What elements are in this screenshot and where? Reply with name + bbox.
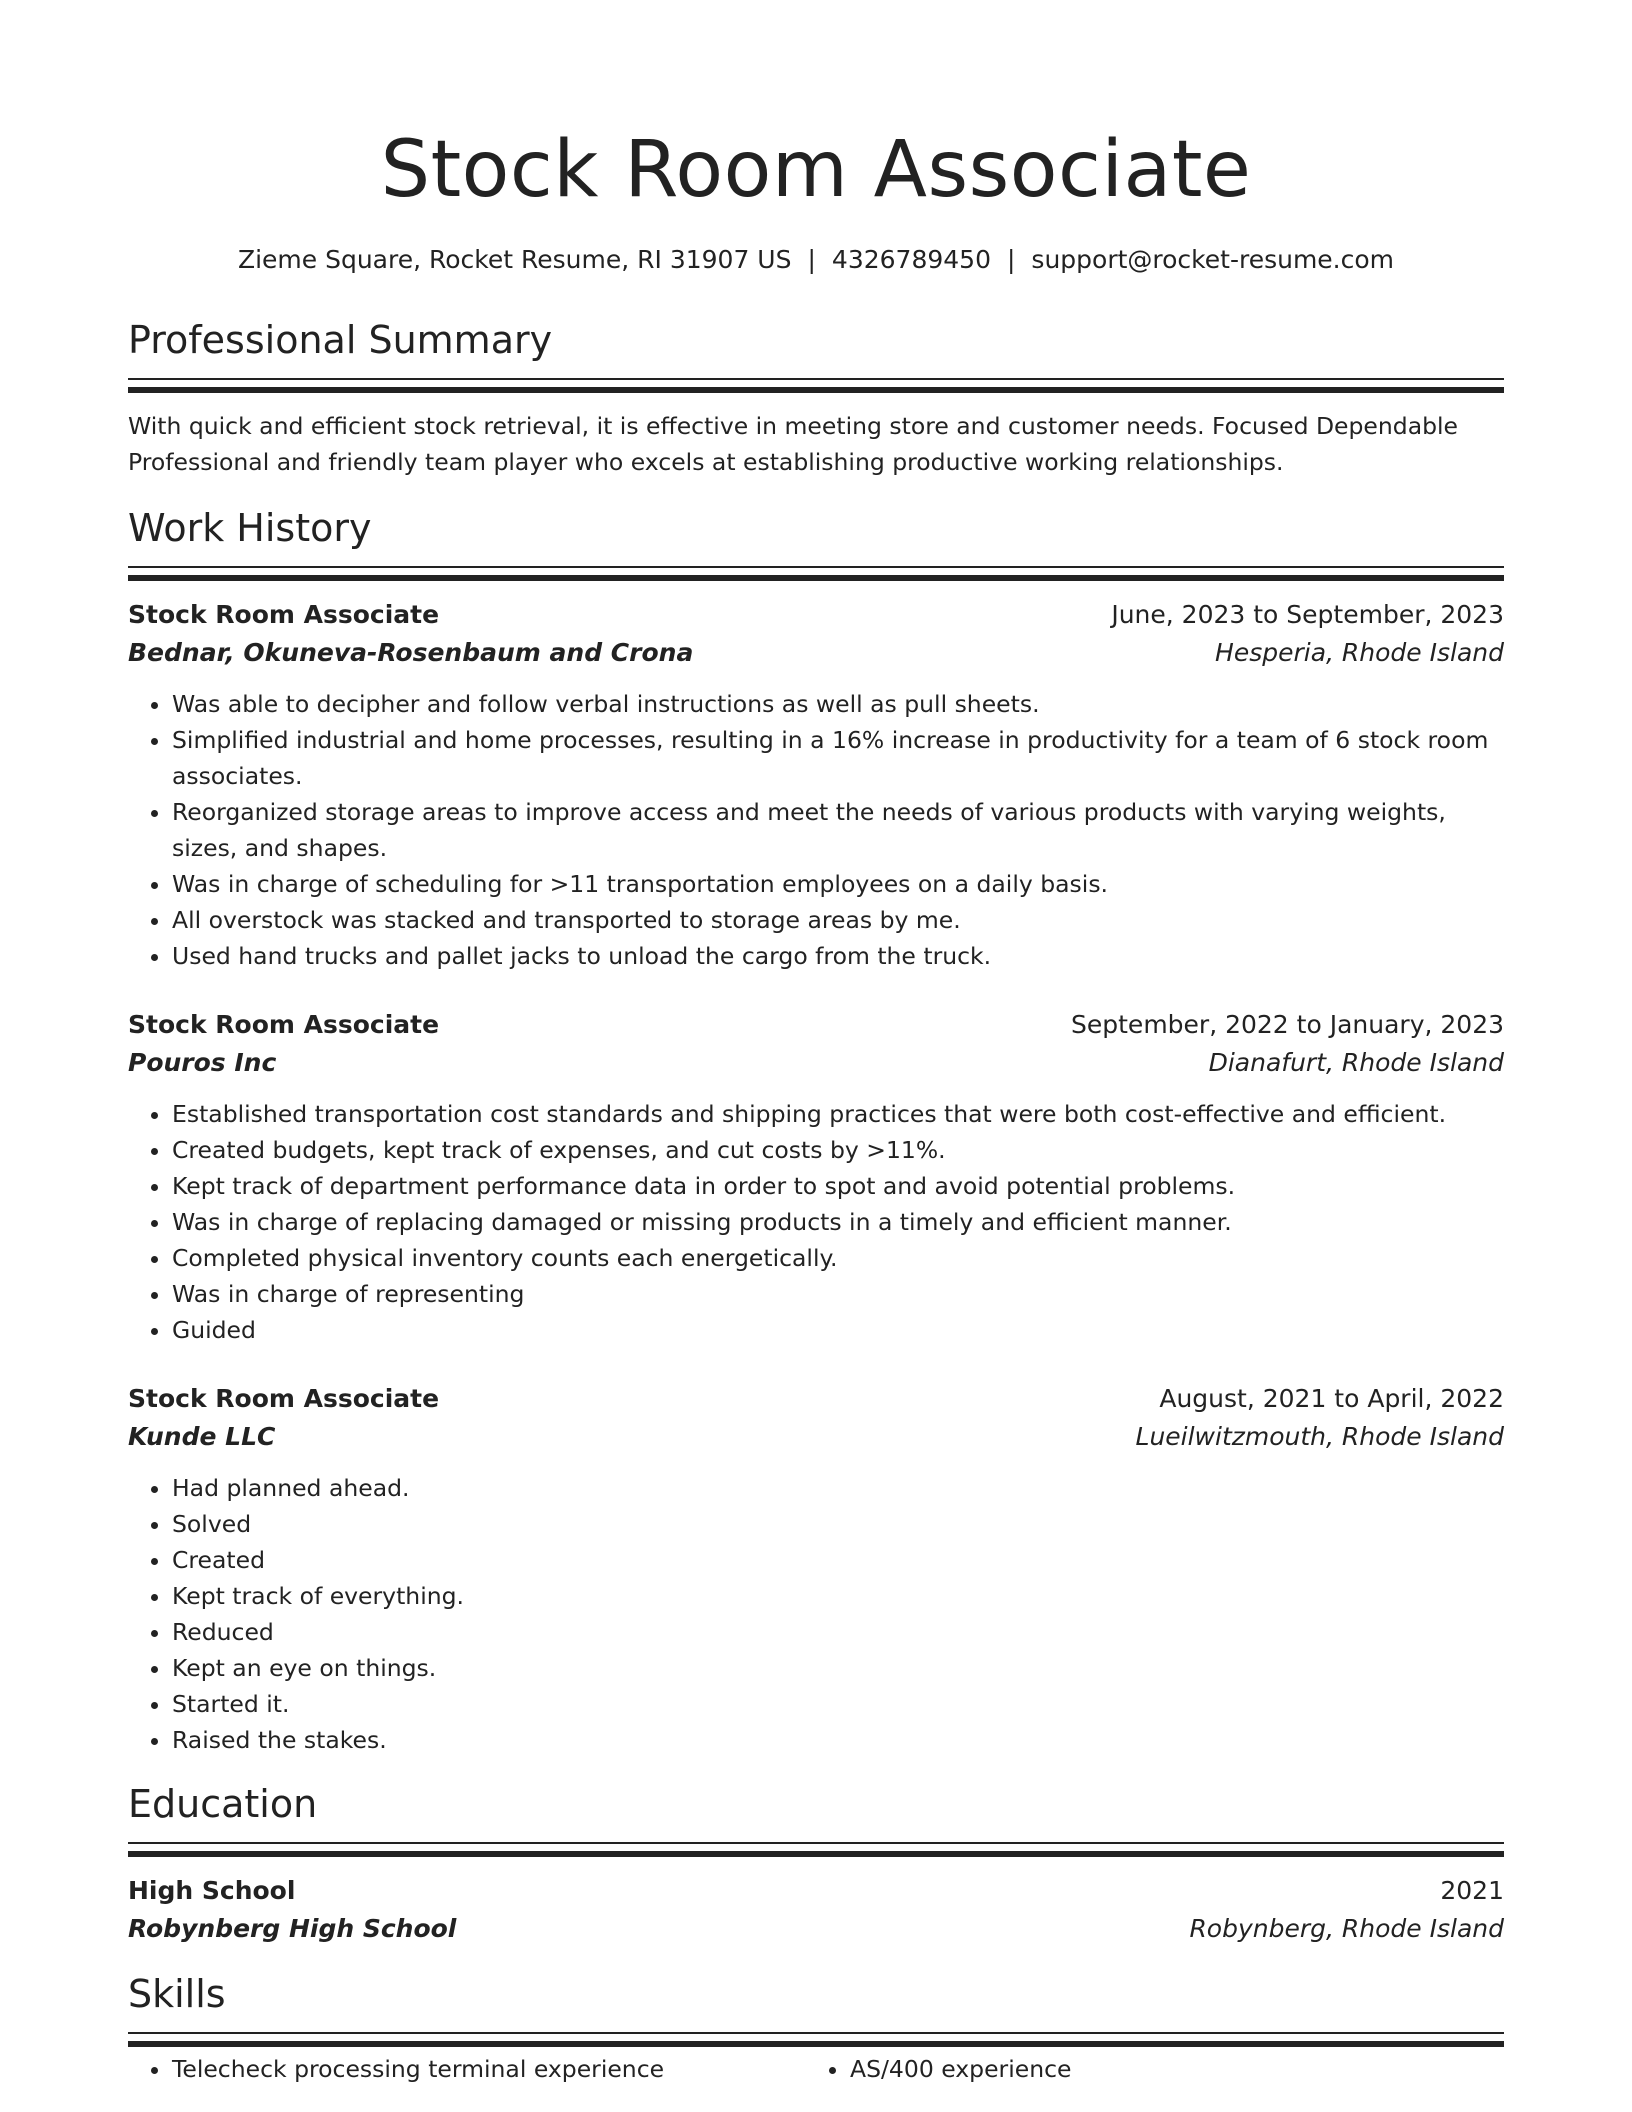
- contact-separator: |: [1006, 245, 1016, 274]
- list-item: • Created budgets, kept track of expenses, and cut costs by >11%.: [172, 1132, 1504, 1168]
- job-title: Stock Room Associate: [128, 600, 440, 629]
- job-company-row: [128, 1418, 1504, 1456]
- list-item: • Simplified industrial and home processes, resulting in a 16% increase in productivity for a team of 6 stock room associates.: [172, 722, 1504, 794]
- list-item: • Started it.: [172, 1686, 1504, 1722]
- education-entry: [128, 1872, 1504, 1948]
- skills-column-right: [806, 2051, 1484, 2087]
- list-item: • Was in charge of representing: [172, 1276, 1504, 1312]
- education-section: [128, 1778, 1504, 1948]
- section-title-work-history: Work History: [128, 506, 372, 550]
- list-item: • Was able to decipher and follow verbal instructions as well as pull sheets.: [172, 686, 1504, 722]
- job-bullets: [128, 1470, 1504, 1758]
- education-location: Robynberg, Rhode Island: [1189, 1914, 1504, 1943]
- list-item: • Was in charge of scheduling for >11 transportation employees on a daily basis.: [172, 866, 1504, 902]
- job-bullets: [128, 1096, 1504, 1348]
- contact-email: support@rocket-resume.com: [1031, 245, 1395, 274]
- job-company-row: [128, 1044, 1504, 1082]
- education-degree: High School: [128, 1876, 296, 1905]
- job-title: Stock Room Associate: [128, 1384, 440, 1413]
- education-school-row: [128, 1910, 1504, 1948]
- list-item: • Solved: [172, 1506, 1504, 1542]
- list-item: • Kept track of everything.: [172, 1578, 1504, 1614]
- list-item: • Completed physical inventory counts each energetically.: [172, 1240, 1504, 1276]
- list-item: • Raised the stakes.: [172, 1722, 1504, 1758]
- job-bullets: [128, 686, 1504, 974]
- skills-columns: [128, 2047, 1504, 2087]
- job-header-row: [128, 1380, 1504, 1418]
- list-item: • Created: [172, 1542, 1504, 1578]
- list-item: • Was in charge of replacing damaged or missing products in a timely and efficient manner.: [172, 1204, 1504, 1240]
- skills-section: [128, 1968, 1504, 2087]
- job-location: Dianafurt, Rhode Island: [1208, 1048, 1504, 1077]
- section-divider: [128, 566, 1504, 581]
- list-item: • Reorganized storage areas to improve access and meet the needs of various products with varying weights, sizes, and shapes.: [172, 794, 1504, 866]
- resume-name: Stock Room Associate: [380, 125, 1252, 215]
- contact-line: [128, 242, 1504, 278]
- job-dates: August, 2021 to April, 2022: [1159, 1384, 1504, 1413]
- job-header-row: [128, 596, 1504, 634]
- list-item: • Reduced: [172, 1614, 1504, 1650]
- section-title-skills: Skills: [128, 1972, 226, 2016]
- education-year: 2021: [1440, 1876, 1504, 1905]
- job-company: Bednar, Okuneva-Rosenbaum and Crona: [128, 638, 694, 667]
- section-divider: [128, 2032, 1504, 2047]
- job-location: Hesperia, Rhode Island: [1215, 638, 1504, 667]
- list-item: • Used hand trucks and pallet jacks to unload the cargo from the truck.: [172, 938, 1504, 974]
- list-item: • Telecheck processing terminal experience: [172, 2051, 806, 2087]
- job-header-row: [128, 1006, 1504, 1044]
- job-title: Stock Room Associate: [128, 1010, 440, 1039]
- job-dates: September, 2022 to January, 2023: [1071, 1010, 1504, 1039]
- contact-address: Zieme Square, Rocket Resume, RI 31907 US: [237, 245, 792, 274]
- section-divider: [128, 1842, 1504, 1857]
- summary-text: With quick and efficient stock retrieval, it is effective in meeting store and customer needs. Focused Dependable Professional and friendly team player who excels at establishing productive working relationships.: [128, 412, 1459, 476]
- work-history-section: [128, 502, 1504, 1758]
- list-item: • Established transportation cost standards and shipping practices that were both cost-effective and efficient.: [172, 1096, 1504, 1132]
- list-item: • Kept track of department performance data in order to spot and avoid potential problems.: [172, 1168, 1504, 1204]
- contact-phone: 4326789450: [831, 245, 991, 274]
- section-divider: [128, 378, 1504, 393]
- summary-section: [128, 314, 1504, 480]
- contact-separator: |: [807, 245, 816, 274]
- job-entry: [128, 1006, 1504, 1348]
- job-entry: [128, 1380, 1504, 1758]
- job-company: Kunde LLC: [128, 1422, 276, 1451]
- skills-column-left: [128, 2051, 806, 2087]
- section-title-education: Education: [128, 1782, 318, 1826]
- list-item: • Had planned ahead.: [172, 1470, 1504, 1506]
- education-school: Robynberg High School: [128, 1914, 457, 1943]
- education-header-row: [128, 1872, 1504, 1910]
- list-item: • Guided: [172, 1312, 1504, 1348]
- section-title-summary: Professional Summary: [128, 318, 553, 362]
- resume-page: [128, 0, 1504, 2087]
- job-company: Pouros Inc: [128, 1048, 277, 1077]
- job-entry: [128, 596, 1504, 974]
- list-item: • Kept an eye on things.: [172, 1650, 1504, 1686]
- job-location: Lueilwitzmouth, Rhode Island: [1135, 1422, 1504, 1451]
- job-dates: June, 2023 to September, 2023: [1111, 600, 1504, 629]
- list-item: • All overstock was stacked and transported to storage areas by me.: [172, 902, 1504, 938]
- job-company-row: [128, 634, 1504, 672]
- list-item: • AS/400 experience: [850, 2051, 1484, 2087]
